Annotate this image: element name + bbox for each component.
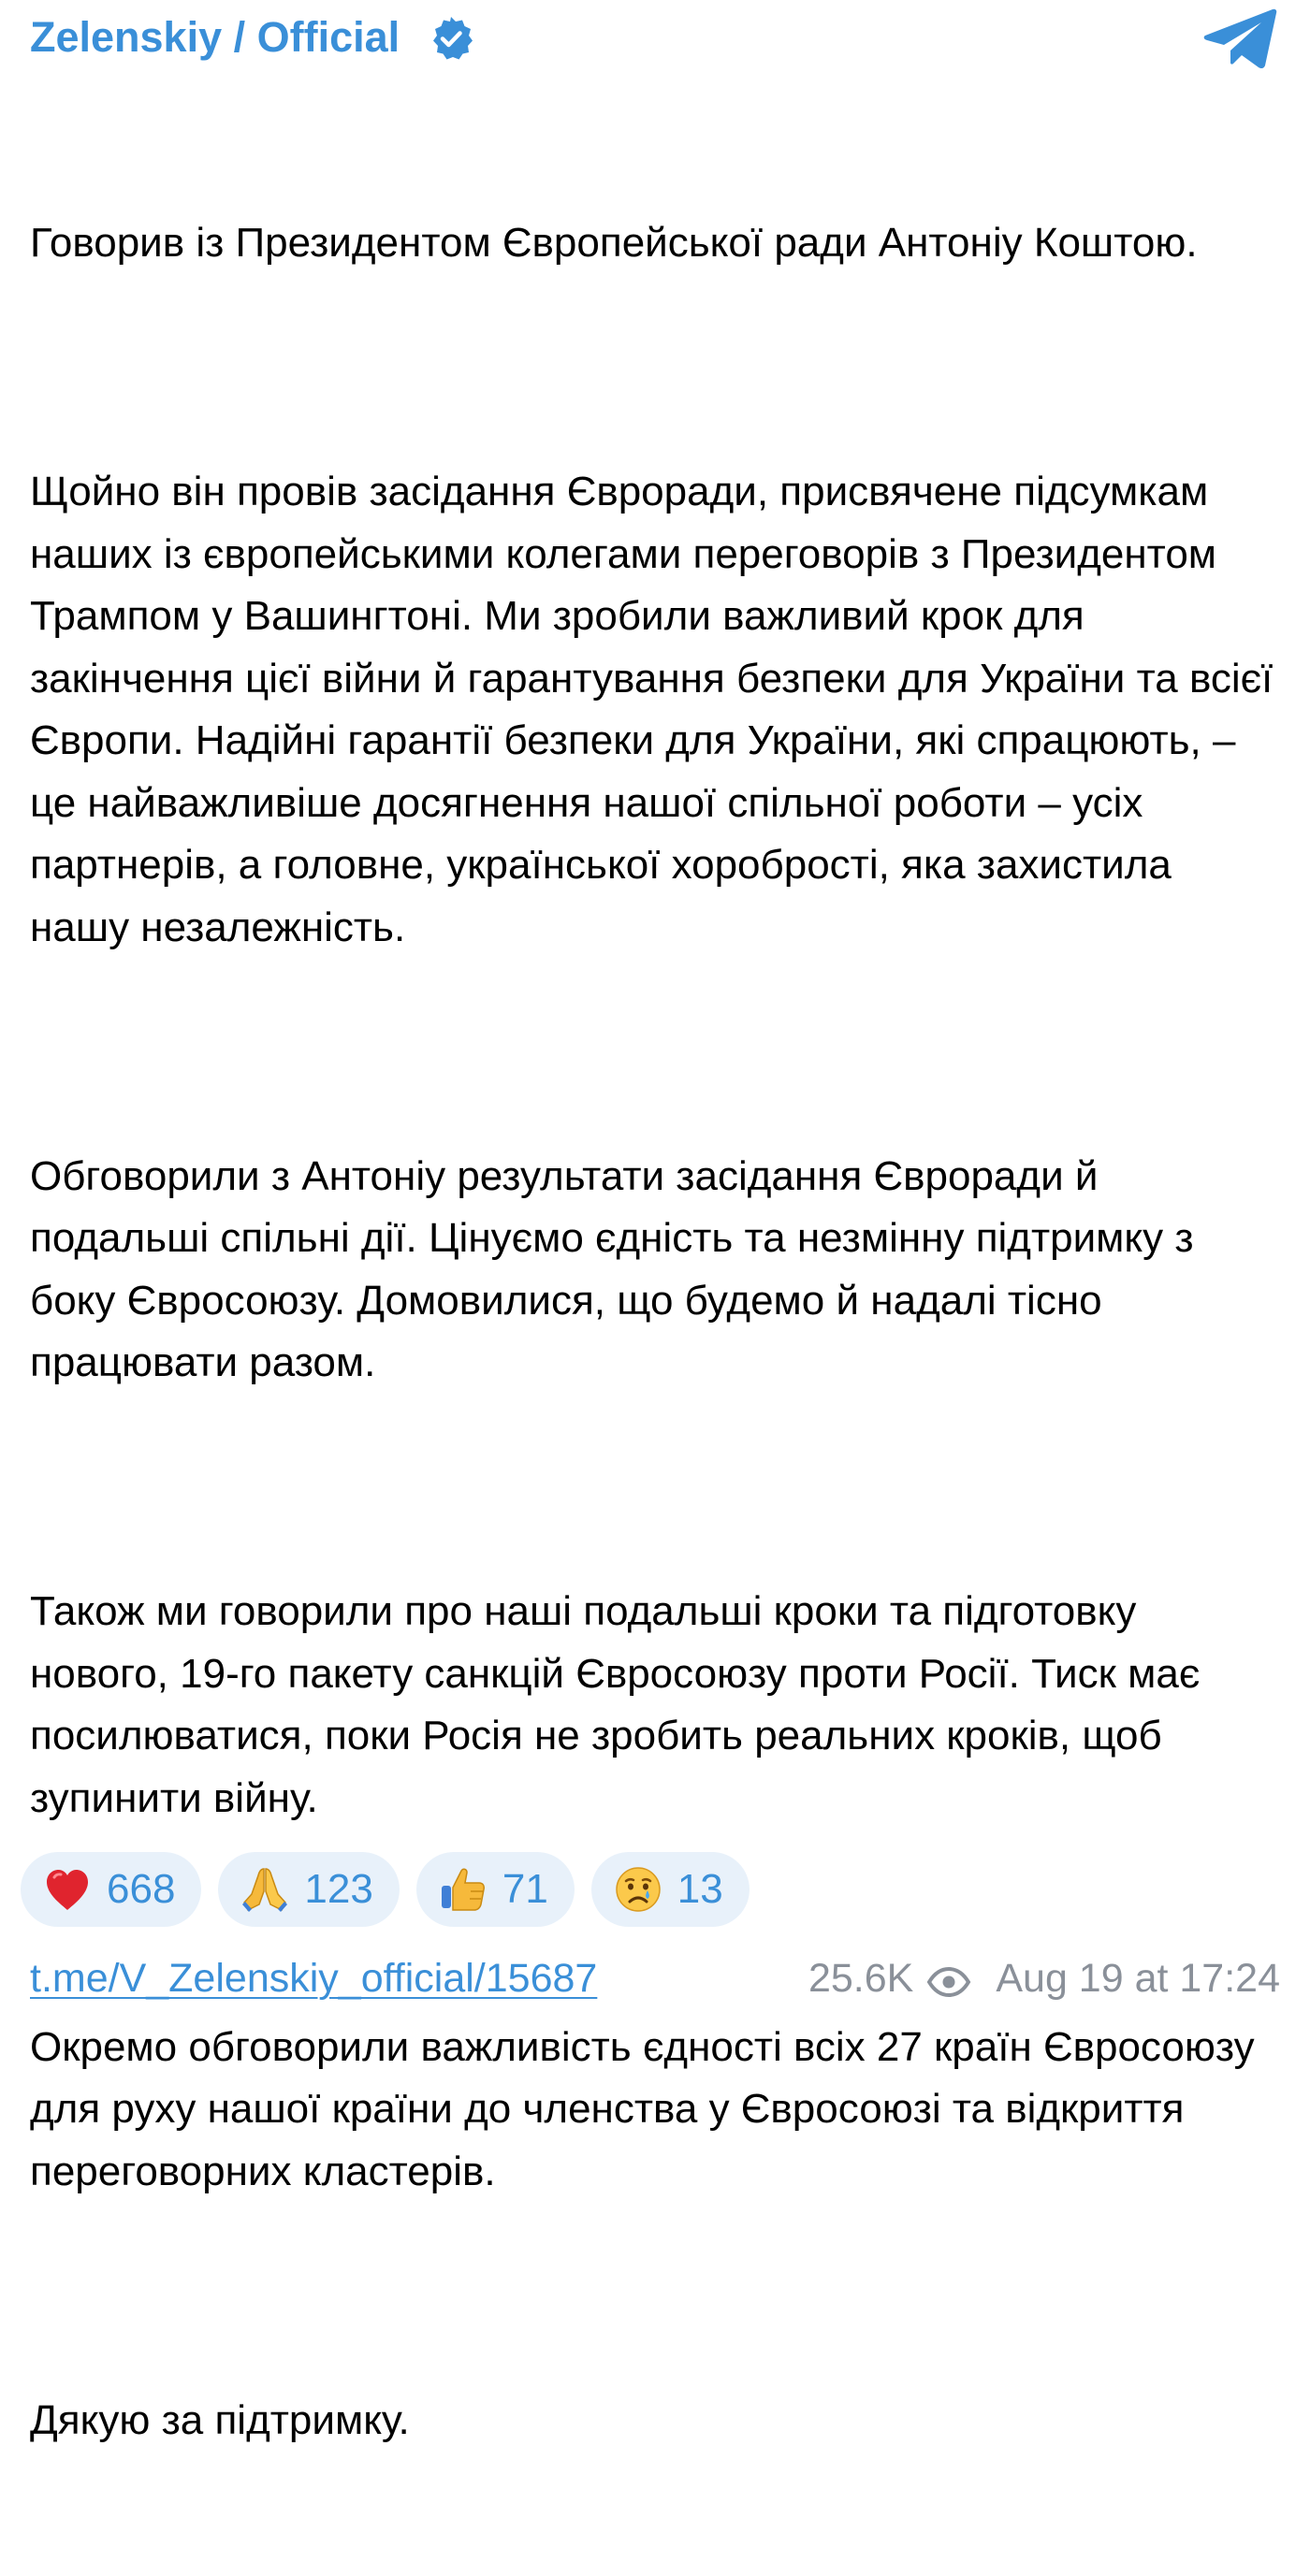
reaction-folded-hands[interactable] [218,1852,399,1927]
message-text [30,88,1285,2576]
message-paragraph: Щойно він провів засідання Євроради, присвячене підсумкам наших із європейськими колегами переговорів з Президентом Трампом у Вашингтоні. Ми зробили важливий крок для закінчення цієї війни й гарантування безпеки для України та всієї Європи. Надійні гарантії безпеки для України, які спрацюють, – це найважливіше досягнення нашої спільної роботи – усіх партнерів, а головне, української хоробрості, яка захистила нашу незалежність. [30,469,1285,950]
thumbs-up-icon [437,1863,489,1916]
verified-badge-icon [428,15,474,62]
channel-name[interactable]: Zelenskiy / Official [30,12,400,61]
post-timestamp: Aug 19 at 17:24 [996,1955,1280,2001]
post-meta [808,1956,1280,2002]
reaction-count: 13 [677,1866,723,1912]
reaction-count: 668 [107,1866,176,1912]
reaction-heart[interactable] [21,1852,201,1927]
telegram-icon[interactable] [1201,6,1280,71]
reaction-count: 71 [502,1866,548,1912]
folded-hands-icon [239,1863,291,1916]
reaction-count: 123 [304,1866,373,1912]
reaction-thumbs-up[interactable] [416,1852,575,1927]
reaction-crying-face[interactable] [591,1852,750,1927]
message-paragraph: Говорив із Президентом Європейської ради Антоніу Коштою. [30,220,1198,266]
post-footer [30,1946,1280,2011]
message-paragraph: Обговорили з Антоніу результати засідання Євроради й подальші спільні дії. Цінуємо єдність та незмінну підтримку з боку Євросоюзу. Домовилися, що будемо й надалі тісно працювати разом. [30,1152,1205,1385]
message-paragraph: Також ми говорили про наші подальші кроки та підготовку нового, 19-го пакету санкцій Євросоюзу проти Росії. Тиск має посилюватися, поки Росія не зробить реальних кроків, щоб зупинити війну. [30,1588,1212,1821]
eye-icon [926,1962,971,1994]
post-link[interactable]: t.me/V_Zelenskiy_official/15687 [30,1955,598,2001]
post-header [30,0,1280,75]
heart-icon [41,1863,94,1916]
message-paragraph: Дякую за підтримку. [30,2396,410,2443]
message-paragraph: Окремо обговорили важливість єдності всіх 27 країн Євросоюзу для руху нашої країни до членства у Євросоюзі та відкриття переговорних кластерів. [30,2023,1266,2194]
views-count: 25.6K [808,1955,914,2001]
reactions-bar [21,1852,750,1927]
crying-face-icon [612,1863,664,1916]
